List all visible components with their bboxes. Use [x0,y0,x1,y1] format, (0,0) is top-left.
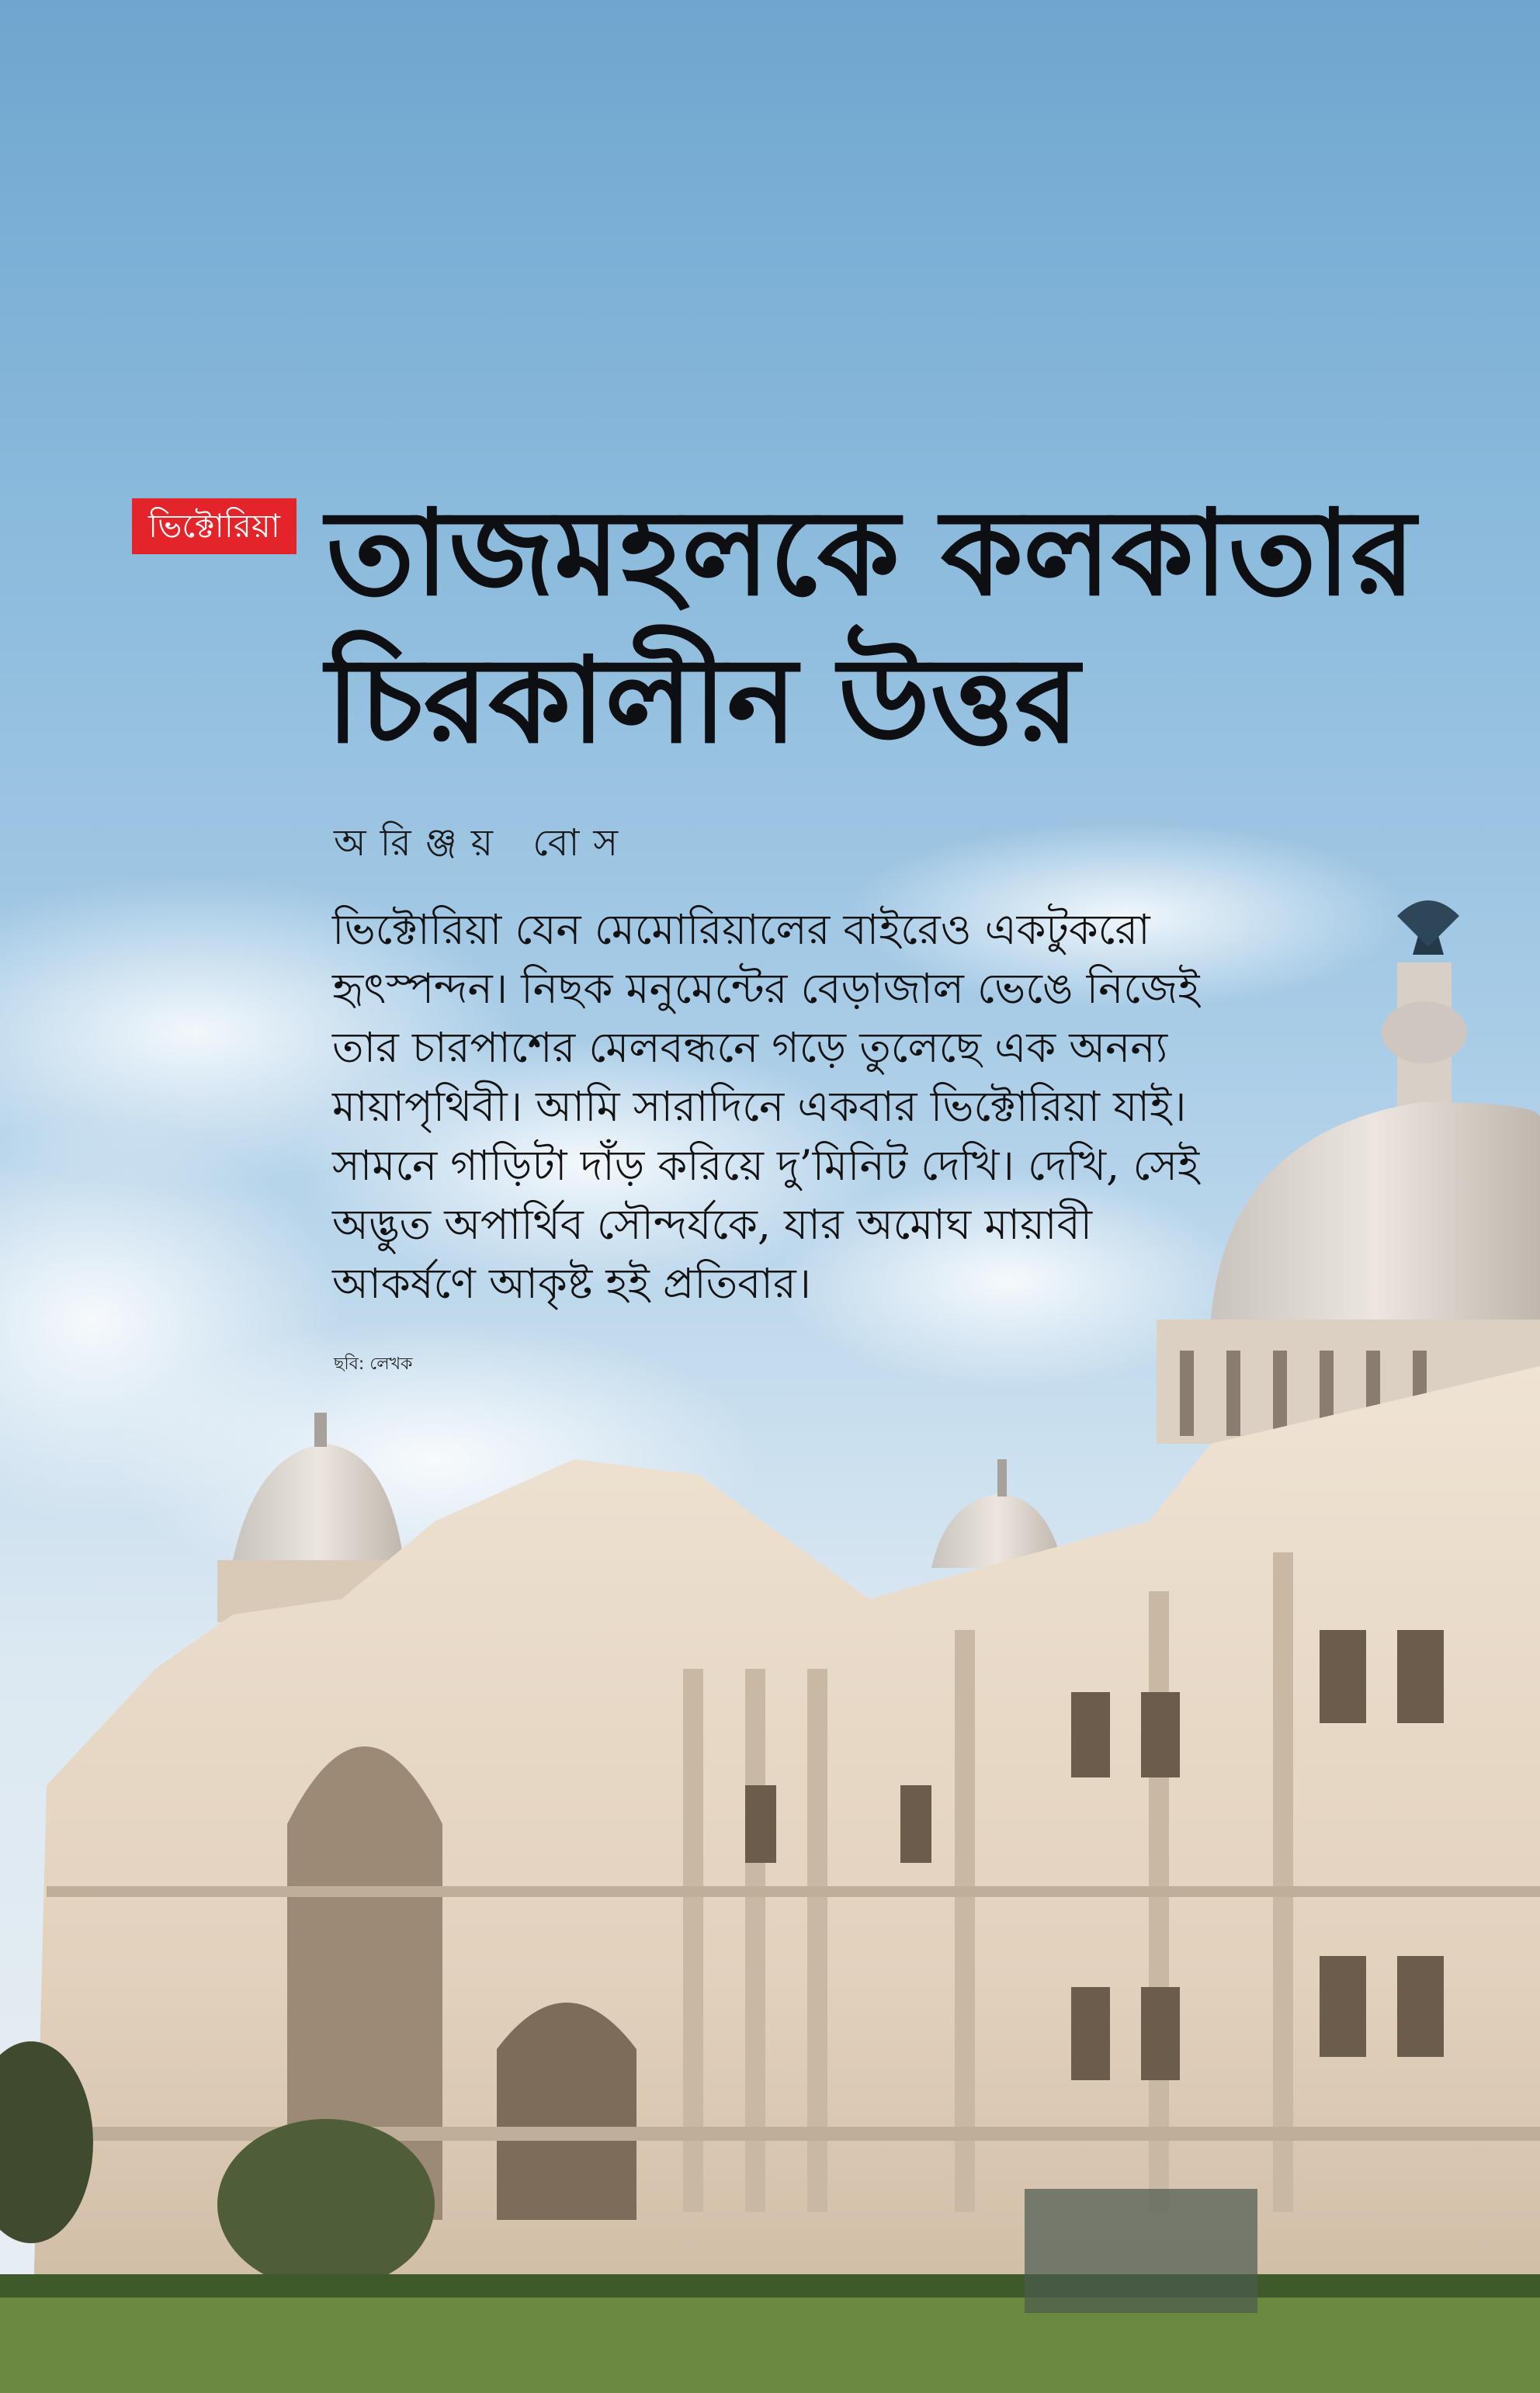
headline-line-2: চিরকালীন উত্তর [326,632,1080,769]
author-byline: অরিঞ্জয় বোস [334,821,633,865]
photo-credit: ছবি: লেখক [334,1354,413,1374]
section-tag: ভিক্টোরিয়া [132,498,297,554]
intro-line: মায়াপৃথিবী। আমি সারাদিনে একবার ভিক্টোরিয়া যাই। [332,1082,1187,1131]
intro-line: হৃৎস্পন্দন। নিছক মনুমেন্টের বেড়াজাল ভেঙে নিজেই [332,964,1200,1013]
intro-line: ভিক্টোরিয়া যেন মেমোরিয়ালের বাইরেও একটুকরো [332,905,1150,954]
intro-paragraph [332,900,1248,1313]
intro-line: তার চারপাশের মেলবন্ধনে গড়ে তুলেছে এক অনন্য [332,1023,1168,1072]
headline [326,480,1490,775]
intro-line: সামনে গাড়িটা দাঁড় করিয়ে দু’মিনিট দেখি। দেখি, সেই [332,1141,1200,1190]
intro-line: আকর্ষণে আকৃষ্ট হই প্রতিবার। [332,1259,811,1308]
headline-line-1: তাজমহলকে কলকাতার [326,484,1416,622]
intro-line: অদ্ভুত অপার্থিব সৌন্দর্যকে, যার অমোঘ মায়াবী [332,1200,1093,1249]
